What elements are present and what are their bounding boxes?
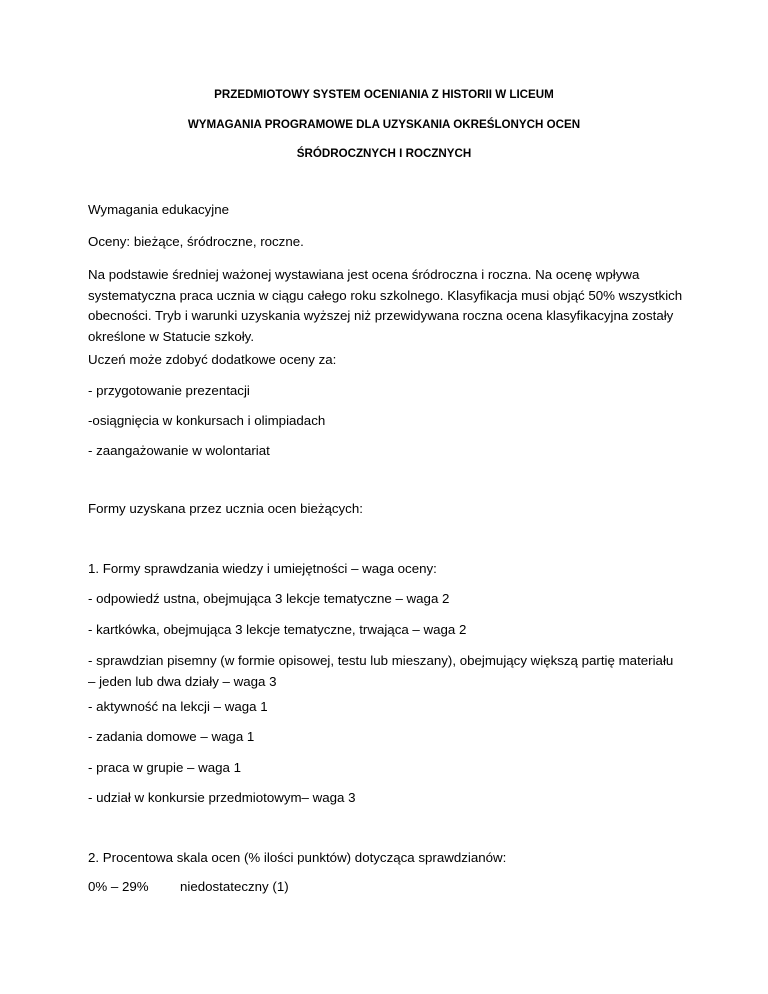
extra-grade-item: - przygotowanie prezentacji — [88, 383, 250, 398]
document-subtitle-continued: ŚRÓDROCZNYCH I ROCZNYCH — [296, 147, 472, 160]
assessment-item-activity: - aktywność na lekcji – waga 1 — [88, 699, 268, 714]
grade-scale-range: 0% – 29% — [88, 879, 149, 894]
paragraph-line: systematyczna praca ucznia w ciągu całego roku szkolnego. Klasyfikacja musi objąć 50% wszystkich — [88, 287, 683, 303]
assessment-item-oral: - odpowiedź ustna, obejmująca 3 lekcje tematyczne – waga 2 — [88, 591, 450, 606]
paragraph-line: określone w Statucie szkoły. — [88, 328, 255, 344]
section-1-title: 1. Formy sprawdzania wiedzy i umiejętności – waga oceny: — [88, 561, 437, 576]
extra-grade-item: - zaangażowanie w wolontariat — [88, 443, 270, 458]
document-title: PRZEDMIOTOWY SYSTEM OCENIANIA Z HISTORII W LICEUM — [214, 88, 554, 101]
assessment-item-homework: - zadania domowe – waga 1 — [88, 729, 255, 744]
requirements-label: Wymagania edukacyjne — [88, 202, 230, 217]
extra-grades-intro: Uczeń może zdobyć dodatkowe oceny za: — [88, 352, 337, 367]
section-2-title: 2. Procentowa skala ocen (% ilości punktów) dotycząca sprawdzianów: — [88, 850, 507, 865]
paragraph-line: – jeden lub dwa działy – waga 3 — [88, 673, 277, 689]
weighted-average-paragraph — [88, 265, 688, 347]
paragraph-line: Na podstawie średniej ważonej wystawiana jest ocena śródroczna i roczna. Na ocenę wpływa — [88, 267, 640, 282]
forms-heading: Formy uzyskana przez ucznia ocen bieżących: — [88, 501, 363, 516]
grade-scale-grade: niedostateczny (1) — [180, 879, 289, 894]
assessment-item-group: - praca w grupie – waga 1 — [88, 760, 241, 775]
assessment-item-test — [88, 651, 688, 692]
paragraph-line: obecności. Tryb i warunki uzyskania wyższej niż przewidywana roczna ocena klasyfikacyjna zostały — [88, 308, 674, 323]
assessment-item-contest: - udział w konkursie przedmiotowym– waga 3 — [88, 790, 356, 805]
grade-scale-row — [88, 877, 289, 897]
assessment-item-quiz: - kartkówka, obejmująca 3 lekcje tematyczne, trwająca – waga 2 — [88, 622, 467, 637]
paragraph-line: - sprawdzian pisemny (w formie opisowej, testu lub mieszany), obejmujący większą partię materiału — [88, 653, 674, 668]
document-subtitle: WYMAGANIA PROGRAMOWE DLA UZYSKANIA OKREŚLONYCH OCEN — [187, 118, 581, 131]
grade-types-text: Oceny: bieżące, śródroczne, roczne. — [88, 234, 304, 249]
extra-grade-item: -osiągnięcia w konkursach i olimpiadach — [88, 413, 326, 428]
